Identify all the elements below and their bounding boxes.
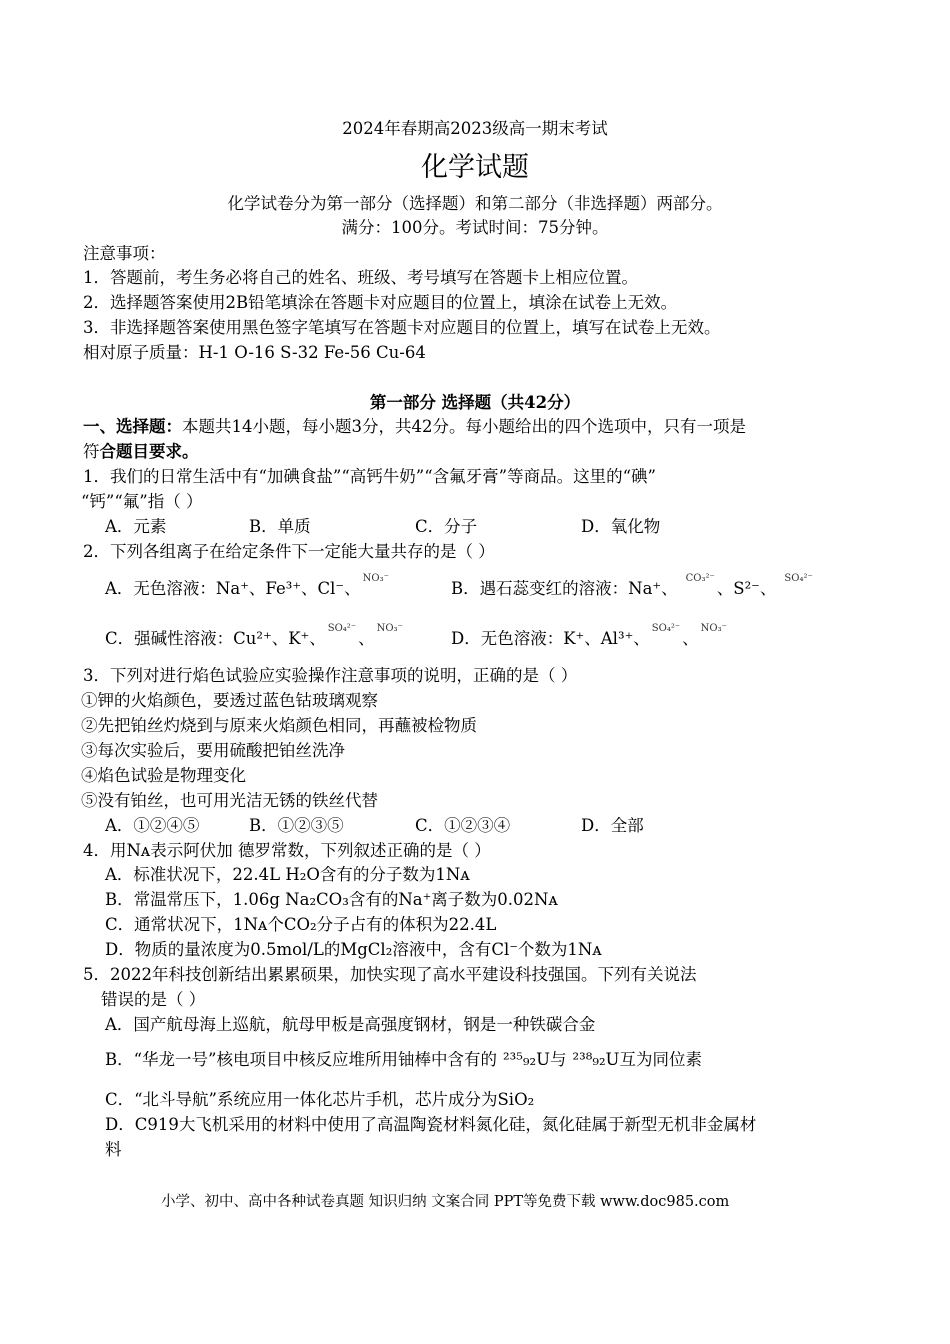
question-stem: 5．2022年科技创新结出累累硕果，加快实现了高水平建设科技强国。下列有关说法	[83, 965, 697, 984]
option-a[interactable]: A．国产航母海上巡航，航母甲板是高强度钢材，钢是一种铁碳合金	[105, 1015, 596, 1034]
sulfate-ion: SO₄²⁻	[784, 573, 813, 584]
statement-item: ③每次实验后，要用硫酸把铂丝洗净	[81, 741, 345, 760]
question-options	[105, 516, 660, 538]
note-item: 1．答题前，考生务必将自己的姓名、班级、考号填写在答题卡上相应位置。	[83, 268, 638, 287]
option-d[interactable]: D．氧化物	[581, 517, 661, 536]
section-intro-text: 合题目要求。	[99, 442, 199, 461]
option-b-text: B．遇石蕊变红的溶液：Na⁺、	[451, 579, 678, 598]
section-intro	[83, 416, 746, 438]
option-d[interactable]: D．物质的量浓度为0.5mol/L的MgCl₂溶液中，含有Cl⁻个数为1Nᴀ	[105, 940, 602, 959]
section-intro-label: 一、选择题：	[83, 417, 182, 436]
sulfate-ion: SO₄²⁻	[651, 623, 681, 634]
option-b-text: 、S²⁻、	[716, 579, 777, 598]
question-stem: 4．用Nᴀ表示阿伏加 德罗常数，下列叙述正确的是（ ）	[83, 841, 491, 860]
option-b-text: 互为同位素	[619, 1050, 702, 1069]
statement-item: ①钾的火焰颜色，要透过蓝色钴玻璃观察	[81, 691, 378, 710]
option-a[interactable]: A．①②④⑤	[105, 816, 200, 835]
option-b[interactable]	[105, 1049, 702, 1071]
nitrate-ion: NO₃⁻	[362, 573, 389, 584]
nitrate-ion: NO₃⁻	[376, 623, 403, 634]
option-c[interactable]: C．分子	[415, 517, 478, 536]
option-d[interactable]	[451, 623, 729, 650]
option-c[interactable]: C．“北斗导航”系统应用一体化芯片手机，芯片成分为SiO₂	[105, 1090, 535, 1109]
question-stem: 错误的是（ ）	[101, 990, 206, 1009]
uranium-238: ²³⁸₉₂U	[572, 1050, 620, 1069]
statement-item: ⑤没有铂丝，也可用光洁无锈的铁丝代替	[81, 791, 378, 810]
nitrate-ion: NO₃⁻	[700, 623, 727, 634]
option-d[interactable]: D．C919大飞机采用的材料中使用了高温陶瓷材料氮化硅，氮化硅属于新型无机非金属材	[105, 1115, 757, 1134]
option-b[interactable]: B．常温常压下，1.06g Na₂CO₃含有的Na⁺离子数为0.02Nᴀ	[105, 890, 558, 909]
section-intro-text: 本题共14小题，每小题3分，共42分。每小题给出的四个选项中，只有一项是	[182, 417, 746, 436]
option-a-text: A．无色溶液：Na⁺、Fe³⁺、Cl⁻、	[105, 579, 361, 598]
page-title: 化学试题	[421, 152, 529, 183]
option-c[interactable]	[105, 623, 451, 650]
option-d-text: 、	[682, 629, 699, 648]
option-b-text: 与	[549, 1050, 567, 1069]
option-d-cont: 料	[105, 1140, 122, 1159]
option-c-text: C．强碱性溶液：Cu²⁺、K⁺、	[105, 629, 326, 648]
part1-title: 第一部分 选择题（共42分）	[369, 393, 581, 412]
question-options	[105, 815, 644, 837]
question-stem: “钙”“氟”指（ ）	[81, 492, 203, 511]
option-b[interactable]: B．①②③⑤	[249, 816, 344, 835]
option-c-text: 、	[358, 629, 375, 648]
option-c[interactable]: C．①②③④	[415, 816, 511, 835]
uranium-235: ²³⁵₉₂U	[503, 1050, 550, 1069]
question-stem: 2．下列各组离子在给定条件下一定能大量共存的是（ ）	[83, 542, 495, 561]
note-item: 2．选择题答案使用2B铅笔填涂在答题卡对应题目的位置上，填涂在试卷上无效。	[83, 293, 678, 312]
notes-heading: 注意事项：	[83, 244, 166, 263]
question-stem: 3．下列对进行焰色试验应实验操作注意事项的说明，正确的是（ ）	[83, 666, 578, 685]
question-stem: 1．我们的日常生活中有“加碘食盐”“高钙牛奶”“含氟牙膏”等商品。这里的“碘”	[83, 467, 656, 486]
option-c[interactable]: C．通常状况下，1Nᴀ个CO₂分子占有的体积为22.4L	[105, 915, 497, 934]
option-d-text: D．无色溶液：K⁺、Al³⁺、	[451, 629, 650, 648]
option-a[interactable]	[105, 573, 451, 600]
note-item: 3．非选择题答案使用黑色签字笔填写在答题卡对应题目的位置上，填写在试卷上无效。	[83, 318, 721, 337]
section-intro-text: 符	[83, 442, 100, 461]
option-a[interactable]: A．元素	[105, 517, 167, 536]
exam-score-time: 满分：100分。考试时间：75分钟。	[341, 218, 609, 237]
question-options	[105, 623, 729, 650]
footer-text: 小学、初中、高中各种试卷真题 知识归纳 文案合同 PPT等免费下载 www.doc985.com	[161, 1194, 730, 1210]
carbonate-ion: CO₃²⁻	[685, 573, 715, 584]
option-b[interactable]	[451, 573, 815, 600]
option-b-text: B．“华龙一号”核电项目中核反应堆所用铀棒中含有的	[105, 1050, 497, 1069]
section-intro-cont	[83, 441, 199, 463]
option-a[interactable]: A．标准状况下，22.4L H₂O含有的分子数为1Nᴀ	[105, 865, 470, 884]
sulfate-ion: SO₄²⁻	[327, 623, 357, 634]
question-options	[105, 573, 815, 600]
exam-name: 2024年春期高2023级高一期末考试	[342, 119, 608, 138]
exam-description: 化学试卷分为第一部分（选择题）和第二部分（非选择题）两部分。	[227, 194, 723, 213]
option-b[interactable]: B．单质	[249, 517, 311, 536]
atomic-masses: 相对原子质量：H-1 O-16 S-32 Fe-56 Cu-64	[83, 343, 426, 362]
statement-item: ②先把铂丝灼烧到与原来火焰颜色相同，再蘸被检物质	[81, 716, 477, 735]
option-d[interactable]: D．全部	[581, 816, 644, 835]
statement-item: ④焰色试验是物理变化	[81, 766, 246, 785]
